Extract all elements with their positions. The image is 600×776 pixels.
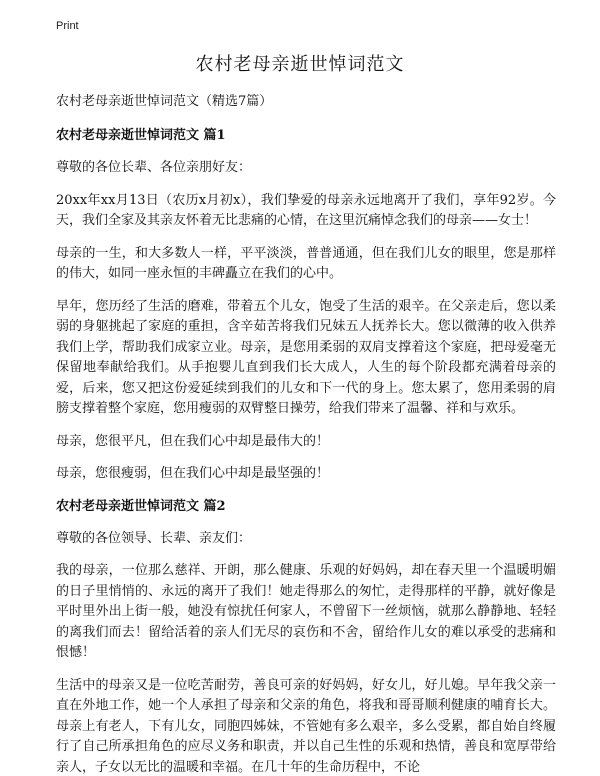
- paragraph: 20xx年xx月13日（农历x月初x），我们挚爱的母亲永远地离开了我们，享年92岁。今天，我们全家及其亲友怀着无比悲痛的心情，在这里沉痛悼念我们的母亲——女士！: [56, 192, 556, 228]
- document-subtitle: 农村老母亲逝世悼词范文（精选7篇）: [56, 94, 273, 109]
- paragraph: 早年，您历经了生活的磨难，带着五个儿女，饱受了生活的艰辛。在父亲走后，您以柔弱的身躯挑起了家庭的重担，含辛茹苦将我们兄妹五人抚养长大。您以微薄的收入供养我们上学，帮助我们成家立业。母亲，是您用柔弱的双肩支撑着这个家庭，把母爱毫无保留地奉献给我们。从手抱婴儿直到我们长大成人，人生的每个阶段都充满着母亲的爱，后来，您又把这份爱延续到我们的儿女和下一代的身上。您太累了，您用柔弱的肩膀支撑着整个家庭，您用瘦弱的双臂整日操劳，给我们带来了温馨、祥和与欢乐。: [56, 298, 556, 416]
- document-title: 农村老母亲逝世悼词范文: [195, 54, 405, 75]
- paragraph: 我的母亲，一位那么慈祥、开朗，那么健康、乐观的好妈妈，却在春天里一个温暖明媚的日子里悄悄的、永远的离开了我们！她走得那么的匆忙，走得那样的平静，就好像是平时里外出上街一般，她没有惊扰任何家人，不曾留下一丝烦恼，就那么静静地、轻轻的离我们而去！留给活着的亲人们无尽的哀伤和不舍，留给作儿女的难以承受的悲痛和恨憾！: [56, 563, 556, 660]
- print-link[interactable]: Print: [56, 20, 79, 32]
- paragraph: 母亲的一生，和大多数人一样，平平淡淡，普普通通，但在我们儿女的眼里，您是那样的伟大，如同一座永恒的丰碑矗立在我们的心中。: [56, 245, 556, 281]
- paragraph: 生活中的母亲又是一位吃苦耐劳，善良可亲的好妈妈，好女儿，好儿媳。早年我父亲一直在外地工作，她一个人承担了母亲和父亲的角色，将我和哥哥顺利健康的哺育长大。母亲上有老人，下有儿女，同胞四姊妹，不管她有多么艰辛，多么受累，都自始自终履行了自己所承担角色的应尽义务和职责，并以自己生性的乐观和热情，善良和宽厚带给亲人，子女以无比的温暖和幸福。在几十年的生命历程中，不论: [56, 677, 556, 775]
- document-body: [56, 92, 556, 776]
- paragraph: 尊敬的各位领导、长辈、亲友们：: [56, 530, 252, 546]
- section-heading-1: 农村老母亲逝世悼词范文 篇1: [56, 128, 226, 143]
- section-heading-2: 农村老母亲逝世悼词范文 篇2: [56, 498, 226, 514]
- paragraph: 尊敬的各位长辈、各位亲朋好友：: [56, 160, 252, 175]
- paragraph: 母亲，您很平凡，但在我们心中却是最伟大的！: [56, 433, 330, 449]
- paragraph: 母亲，您很瘦弱，但在我们心中却是最坚强的！: [56, 466, 330, 481]
